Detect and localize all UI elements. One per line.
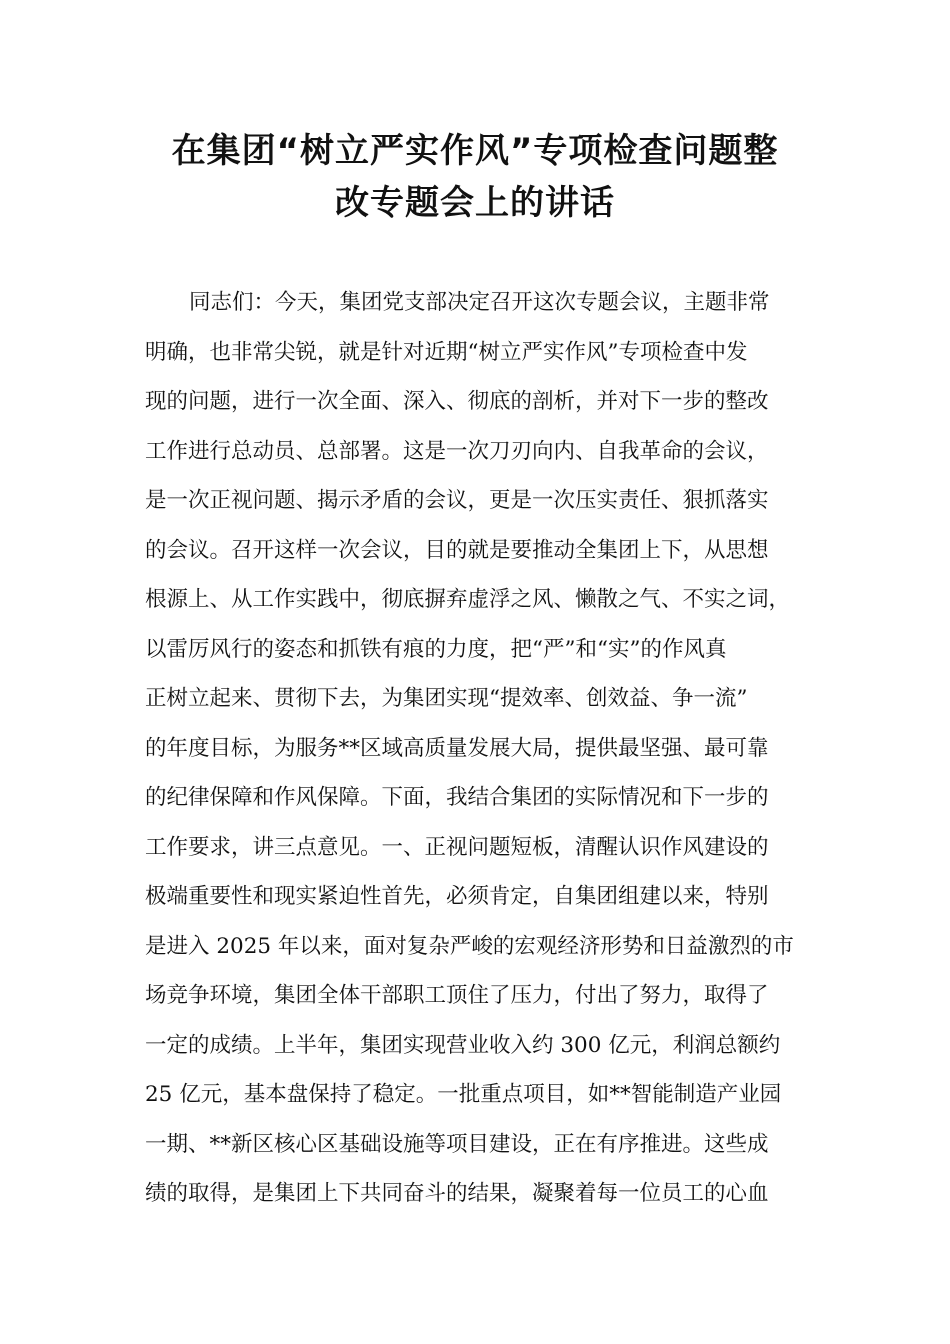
body-line: 的年度目标，为服务**区域高质量发展大局，提供最坚强、最可靠 (145, 735, 769, 761)
body-line: 工作进行总动员、总部署。这是一次刀刃向内、自我革命的会议， (145, 438, 769, 464)
body-line: 是一次正视问题、揭示矛盾的会议，更是一次压实责任、狠抓落实 (145, 488, 769, 513)
document-title (120, 125, 830, 229)
body-line: 一定的成绩。上半年，集团实现营业收入约 300 亿元，利润总额约 (145, 1032, 781, 1058)
body-line: 根源上、从工作实践中，彻底摒弃虚浮之风、懒散之气、不实之词， (145, 587, 791, 612)
body-line: 的会议。召开这样一次会议，目的就是要推动全集团上下，从思想 (145, 537, 769, 563)
body-line: 的纪律保障和作风保障。下面，我结合集团的实际情况和下一步的 (145, 785, 769, 810)
body-line: 同志们：今天，集团党支部决定召开这次专题会议，主题非常 (189, 290, 770, 315)
title-line-1: 在集团“树立严实作风”专项检查问题整 (171, 131, 779, 171)
body-line: 正树立起来、贯彻下去，为集团实现“提效率、创效益、争一流” (145, 686, 748, 711)
body-line: 以雷厉风行的姿态和抓铁有痕的力度，把“严”和“实”的作风真 (145, 636, 727, 662)
title-line-2: 改专题会上的讲话 (335, 183, 615, 223)
body-line: 极端重要性和现实紧迫性首先，必须肯定，自集团组建以来，特别 (145, 884, 769, 909)
body-line: 是进入 2025 年以来，面对复杂严峻的宏观经济形势和日益激烈的市 (145, 933, 794, 959)
speech-body (145, 278, 825, 1219)
body-line: 一期、**新区核心区基础设施等项目建设，正在有序推进。这些成 (145, 1131, 769, 1157)
body-line: 工作要求，讲三点意见。一、正视问题短板，清醒认识作风建设的 (145, 834, 769, 860)
body-line: 绩的取得，是集团上下共同奋斗的结果，凝聚着每一位员工的心血 (145, 1181, 769, 1206)
body-line: 现的问题，进行一次全面、深入、彻底的剖析，并对下一步的整改 (145, 389, 769, 414)
body-line: 场竞争环境，集团全体干部职工顶住了压力，付出了努力，取得了 (145, 983, 769, 1008)
body-line: 25 亿元，基本盘保持了稳定。一批重点项目，如**智能制造产业园 (145, 1082, 782, 1107)
body-line: 明确，也非常尖锐，就是针对近期“树立严实作风”专项检查中发 (145, 339, 748, 365)
